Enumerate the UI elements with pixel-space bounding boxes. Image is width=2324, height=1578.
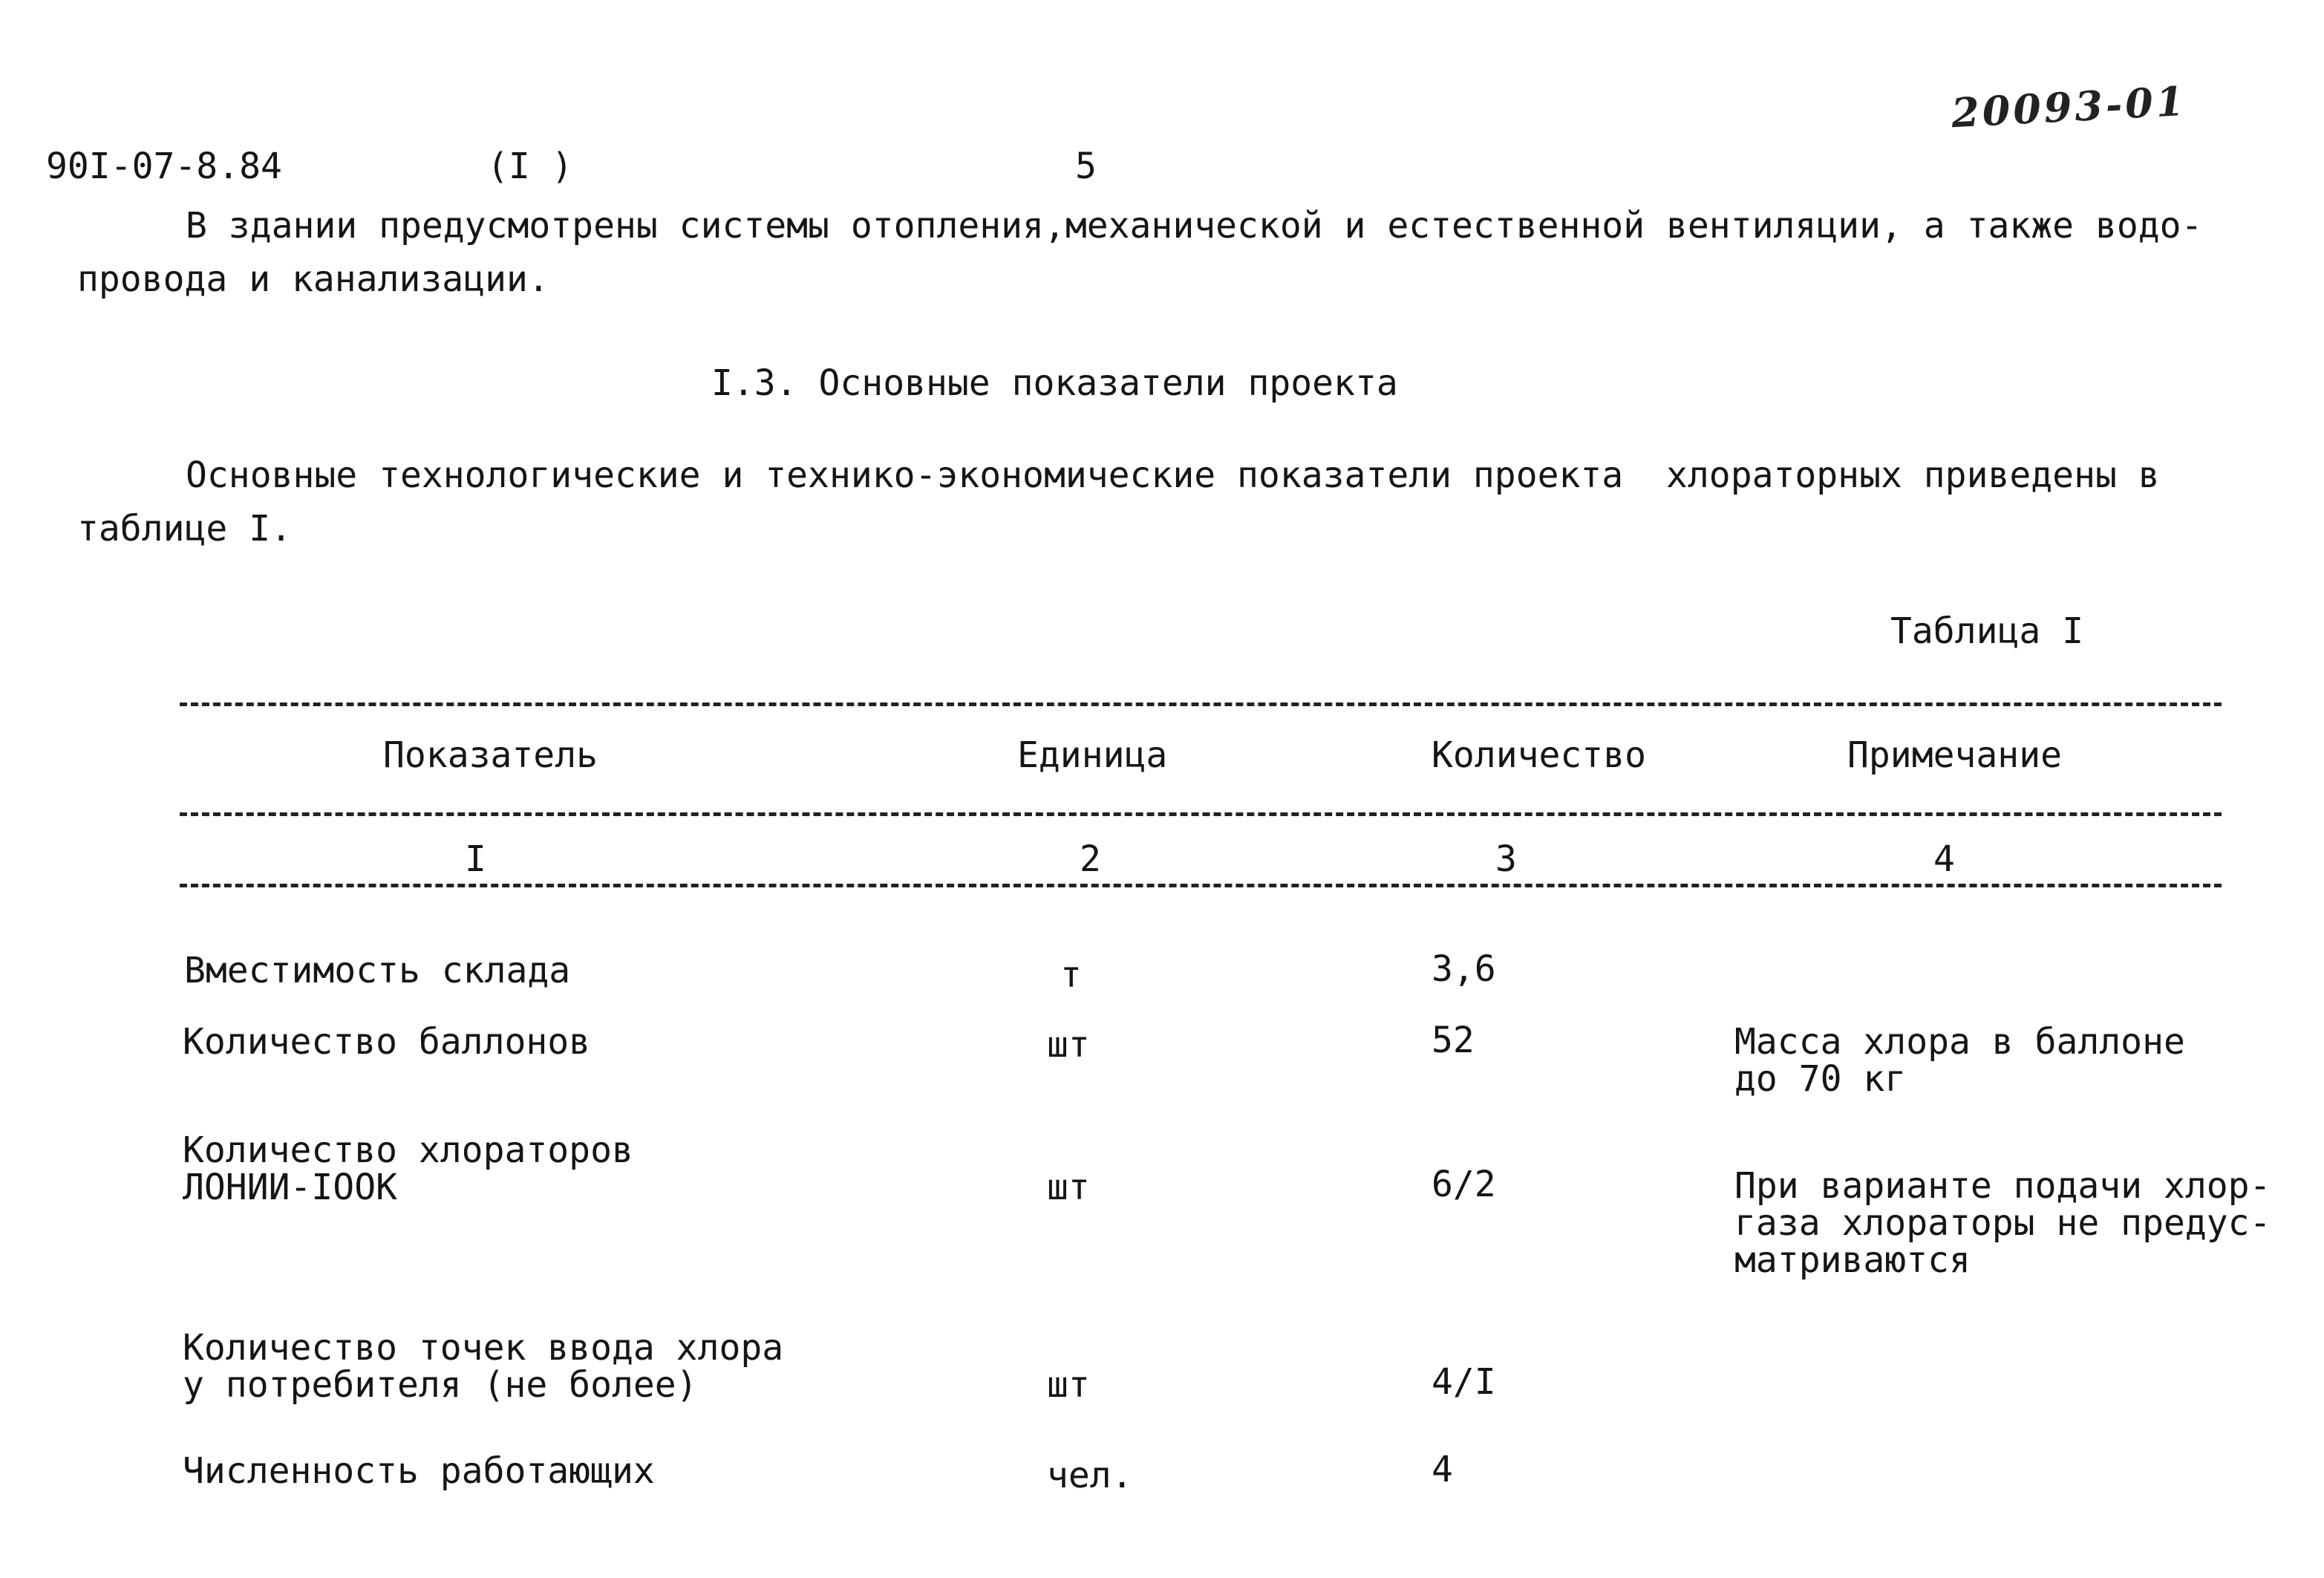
table-caption: Таблица I (1890, 610, 2084, 652)
row-unit: т (1060, 954, 1082, 996)
section-paragraph: Основные технологические и технико-экономические показатели проекта хлораторных приведены в таблице I. (77, 454, 2160, 550)
column-number-2: 2 (1080, 838, 1101, 880)
row-note: Масса хлора в баллоне до 70 кг (1734, 1021, 2185, 1100)
row-indicator: Численность работающих (183, 1450, 655, 1492)
row-unit: шт (1047, 1024, 1090, 1066)
column-number-4: 4 (1933, 838, 1955, 880)
row-unit: шт (1047, 1364, 1090, 1406)
row-quantity: 4 (1432, 1449, 1453, 1490)
handwritten-number: 20093-01 (1950, 76, 2188, 137)
row-indicator: Количество баллонов (183, 1021, 591, 1063)
column-number-3: 3 (1495, 838, 1517, 880)
table-top-rule (180, 702, 2222, 706)
row-indicator: Вместимость склада (184, 950, 571, 991)
header-quantity: Количество (1432, 734, 1646, 776)
intro-paragraph: В здании предусмотрены системы отопления,механической и естественной вентиляции, а также водо- провода и канализации. (77, 205, 2203, 300)
header-indicator: Показатель (383, 734, 598, 776)
row-quantity: 6/2 (1432, 1164, 1496, 1205)
row-unit: шт (1047, 1167, 1090, 1208)
part-number: (I ) (487, 146, 573, 187)
page-number: 5 (1075, 146, 1097, 187)
row-note: При варианте подачи хлор- газа хлораторы не предус- матриваются (1734, 1165, 2271, 1281)
row-quantity: 52 (1432, 1020, 1475, 1061)
table-header-rule (180, 812, 2222, 816)
document-code: 90I-07-8.84 (46, 146, 282, 187)
column-number-1: I (465, 838, 486, 880)
table-number-rule (180, 884, 2222, 887)
row-quantity: 3,6 (1432, 948, 1496, 990)
row-indicator: Количество точек ввода хлора у потребителя (не более) (183, 1327, 784, 1406)
row-quantity: 4/I (1432, 1361, 1496, 1403)
row-indicator: Количество хлораторов ЛОНИИ-IOOK (183, 1129, 633, 1208)
row-unit: чел. (1047, 1455, 1133, 1496)
section-title: I.3. Основные показатели проекта (711, 362, 1398, 404)
header-unit: Единица (1017, 734, 1168, 776)
header-note: Примечание (1847, 734, 2062, 776)
